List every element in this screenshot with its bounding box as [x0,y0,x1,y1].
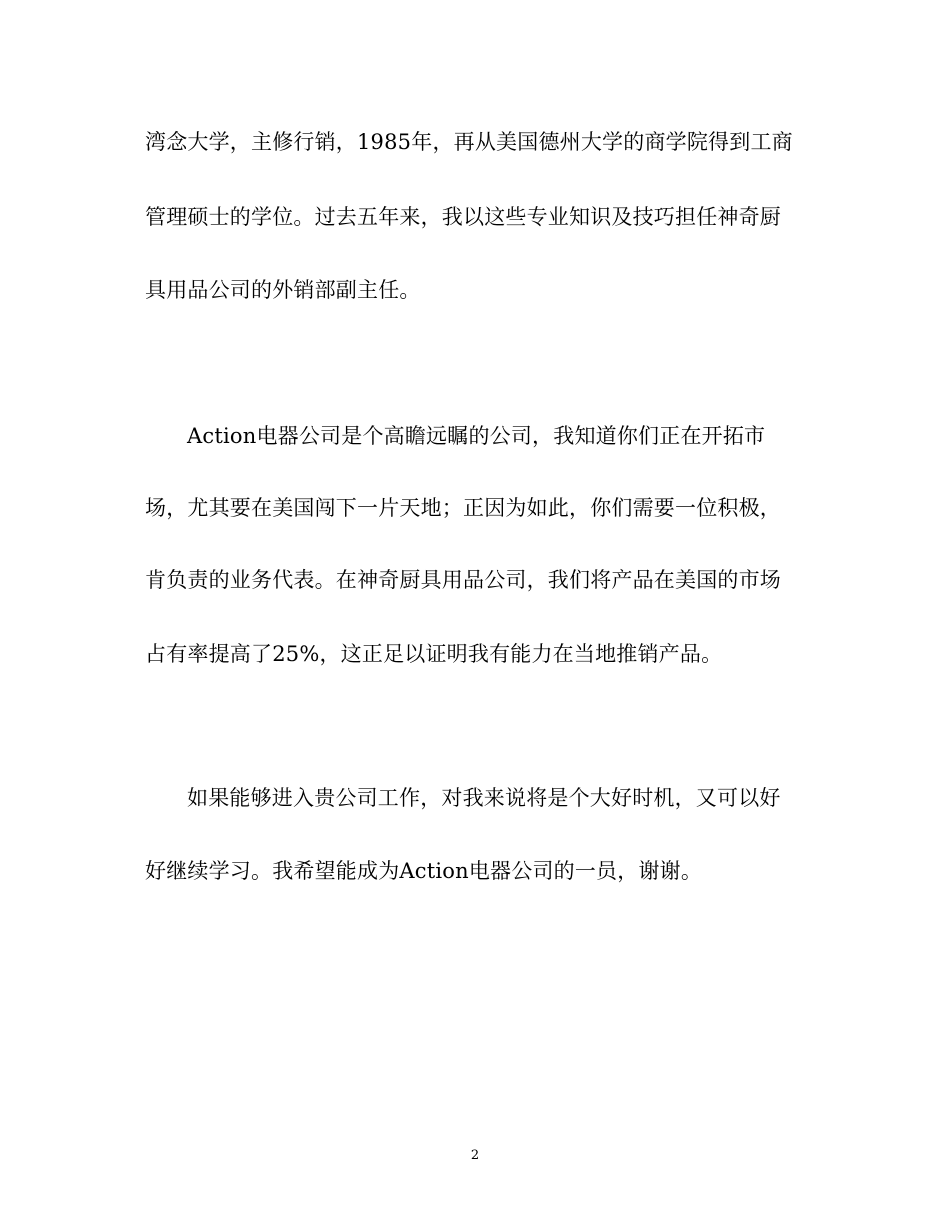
text-line: 占有率提高了25%，这正足以证明我有能力在当地推销产品。 [145,642,723,666]
text-line: 肯负责的业务代表。在神奇厨具用品公司，我们将产品在美国的市场 [145,568,781,592]
text-line: 场，尤其要在美国闯下一片天地；正因为如此，你们需要一位积极， [145,496,781,520]
text-line: 管理硕士的学位。过去五年来，我以这些专业知识及技巧担任神奇厨 [145,205,781,229]
text-line: 湾念大学，主修行销，1985年，再从美国德州大学的商学院得到工商 [145,130,793,154]
text-line: 如果能够进入贵公司工作，对我来说将是个大好时机，又可以好 [187,786,781,810]
text-line: Action电器公司是个高瞻远瞩的公司，我知道你们正在开拓市 [187,424,766,448]
text-line: 具用品公司的外销部副主任。 [145,278,421,302]
text-line: 好继续学习。我希望能成为Action电器公司的一员，谢谢。 [145,859,703,883]
page-number: 2 [470,1148,480,1163]
